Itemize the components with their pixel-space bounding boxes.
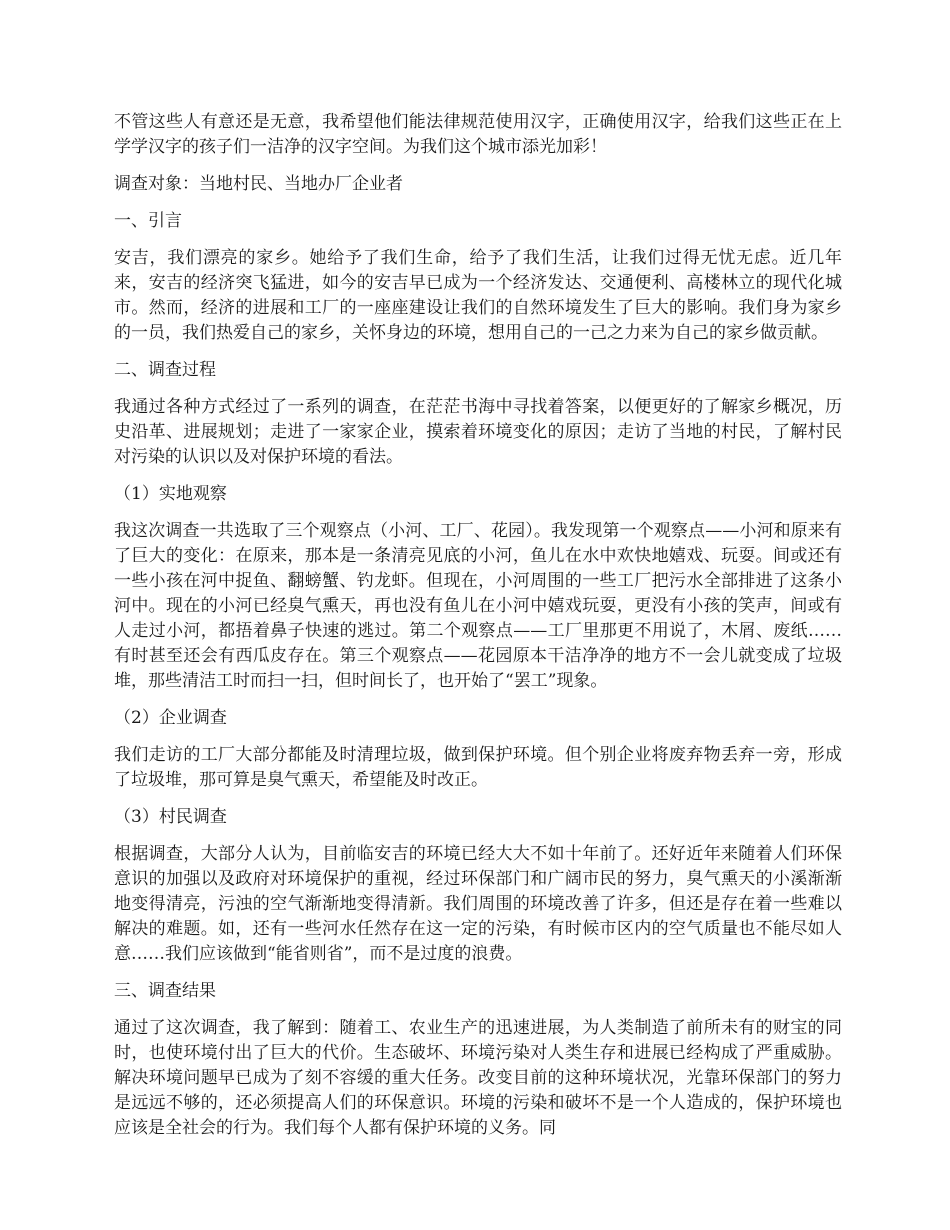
paragraph-villager-survey: 根据调查，大部分人认为，目前临安吉的环境已经大大不如十年前了。还好近年来随着人们环保意识的加强以及政府对环境保护的重视，经过环保部门和广阔市民的努力，臭气熏天的小溪渐渐地变得清亮，污浊的空气渐渐地变得清新。我们周围的环境改善了许多，但还是存在着一些难以解决的难题。如，还有一些河水任然存在这一定的污染，有时候市区内的空气质量也不能尽如人意……我们应该做到“能省则省”，而不是过度的浪费。 <box>114 844 842 964</box>
section-heading-introduction: 一、引言 <box>114 211 182 231</box>
section-heading-results: 三、调查结果 <box>114 981 216 1001</box>
document-page <box>114 110 842 1153</box>
paragraph-enterprise-survey: 我们走访的工厂大部分都能及时清理垃圾，做到保护环境。但个别企业将废弃物丢弃一旁，形成了垃圾堆，那可算是臭气熏天，希望能及时改正。 <box>114 745 842 790</box>
paragraph-process: 我通过各种方式经过了一系列的调查，在茫茫书海中寻找着答案，以便更好的了解家乡概况，历史沿革、进展规划；走进了一家家企业，摸索着环境变化的原因；走访了当地的村民，了解村民对污染的认识以及对保护环境的看法。 <box>114 397 842 467</box>
subheading-villager-survey: （3）村民调查 <box>114 807 227 827</box>
subheading-enterprise-survey: （2）企业调查 <box>114 708 227 728</box>
paragraph-results: 通过了这次调查，我了解到：随着工、农业生产的迅速进展，为人类制造了前所未有的财宝的同时，也使环境付出了巨大的代价。生态破坏、环境污染对人类生存和进展已经构成了严重威胁。解决环境问题早已成为了刻不容缓的重大任务。改变目前的这种环境状况，光靠环保部门的努力是远远不够的，还必须提高人们的环保意识。环境的污染和破坏不是一个人造成的，保护环境也应该是全社会的行为。我们每个人都有保护环境的义务。同 <box>114 1018 842 1138</box>
paragraph-field-observation: 我这次调查一共选取了三个观察点（小河、工厂、花园）。我发现第一个观察点——小河和原来有了巨大的变化：在原来，那本是一条清亮见底的小河，鱼儿在水中欢快地嬉戏、玩耍。间或还有一些小孩在河中捉鱼、翻螃蟹、钓龙虾。但现在，小河周围的一些工厂把污水全部排进了这条小河中。现在的小河已经臭气熏天，再也没有鱼儿在小河中嬉戏玩耍，更没有小孩的笑声，间或有人走过小河，都捂着鼻子快速的逃过。第二个观察点——工厂里那更不用说了，木屑、废纸……有时甚至还会有西瓜皮存在。第三个观察点——花园原本干洁净净的地方不一会儿就变成了垃圾堆，那些清洁工时而扫一扫，但时间长了，也开始了“罢工”现象。 <box>114 521 842 691</box>
survey-subjects-line: 调查对象：当地村民、当地办厂企业者 <box>114 174 403 194</box>
section-heading-process: 二、调查过程 <box>114 360 216 380</box>
paragraph-introduction: 安吉，我们漂亮的家乡。她给予了我们生命，给予了我们生活，让我们过得无忧无虑。近几年来，安吉的经济突飞猛进，如今的安吉早已成为一个经济发达、交通便利、高楼林立的现代化城市。然而，经济的进展和工厂的一座座建设让我们的自然环境发生了巨大的影响。我们身为家乡的一员，我们热爱自己的家乡，关怀身边的环境，想用自己的一己之力来为自己的家乡做贡献。 <box>114 248 842 343</box>
paragraph-intro: 不管这些人有意还是无意，我希望他们能法律规范使用汉字，正确使用汉字，给我们这些正在上学学汉字的孩子们一洁净的汉字空间。为我们这个城市添光加彩！ <box>114 112 842 157</box>
subheading-field-observation: （1）实地观察 <box>114 484 227 504</box>
